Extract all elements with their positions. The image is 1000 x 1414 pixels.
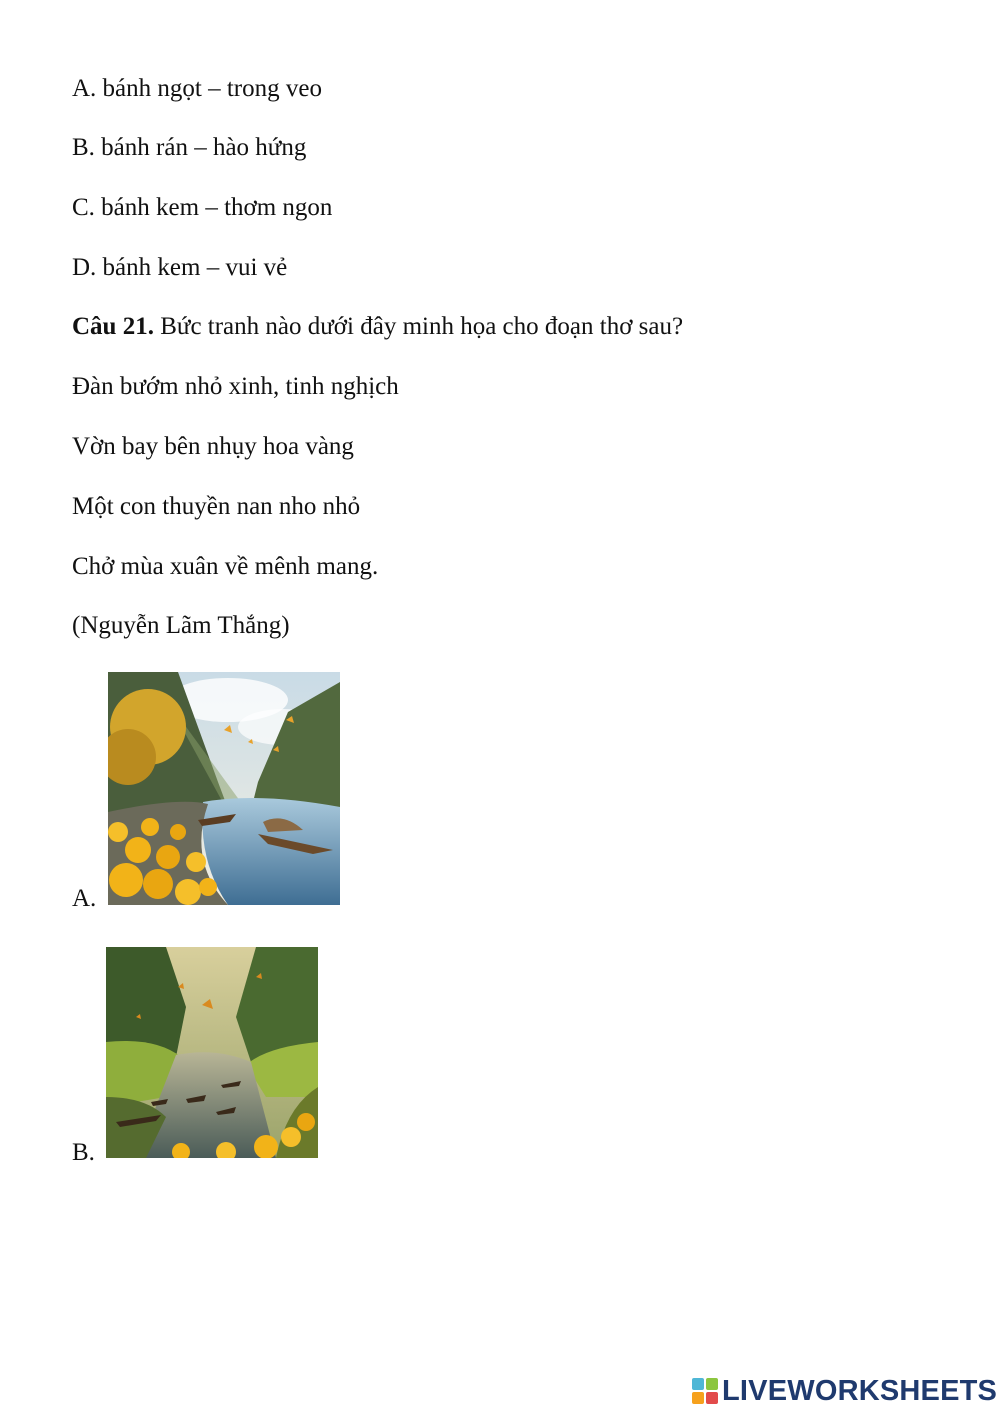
choice-b-image[interactable] [106,947,318,1158]
poem-author: (Nguyễn Lãm Thắng) [72,612,290,639]
option-c-prev: C. bánh kem – thơm ngon [72,194,333,221]
question-number: Câu 21. [72,313,154,340]
question-21 [72,310,683,344]
choice-a-label: A. [72,885,97,912]
option-d-prev: D. bánh kem – vui vẻ [72,254,288,281]
liveworksheets-logo-icon [692,1378,718,1404]
choice-a-image[interactable] [108,672,340,905]
choice-b-label: B. [72,1139,95,1166]
poem-line-1: Đàn bướm nhỏ xinh, tinh nghịch [72,373,399,400]
poem-line-4: Chở mùa xuân về mênh mang. [72,553,379,580]
poem-line-2: Vờn bay bên nhụy hoa vàng [72,433,354,460]
option-b-prev: B. bánh rán – hào hứng [72,134,307,161]
brand-name: LIVEWORKSHEETS [722,1374,998,1407]
liveworksheets-logo [692,1374,997,1408]
option-a-prev: A. bánh ngọt – trong veo [72,75,322,102]
question-text: Bức tranh nào dưới đây minh họa cho đoạn thơ sau? [153,313,684,340]
poem-line-3: Một con thuyền nan nho nhỏ [72,493,361,520]
